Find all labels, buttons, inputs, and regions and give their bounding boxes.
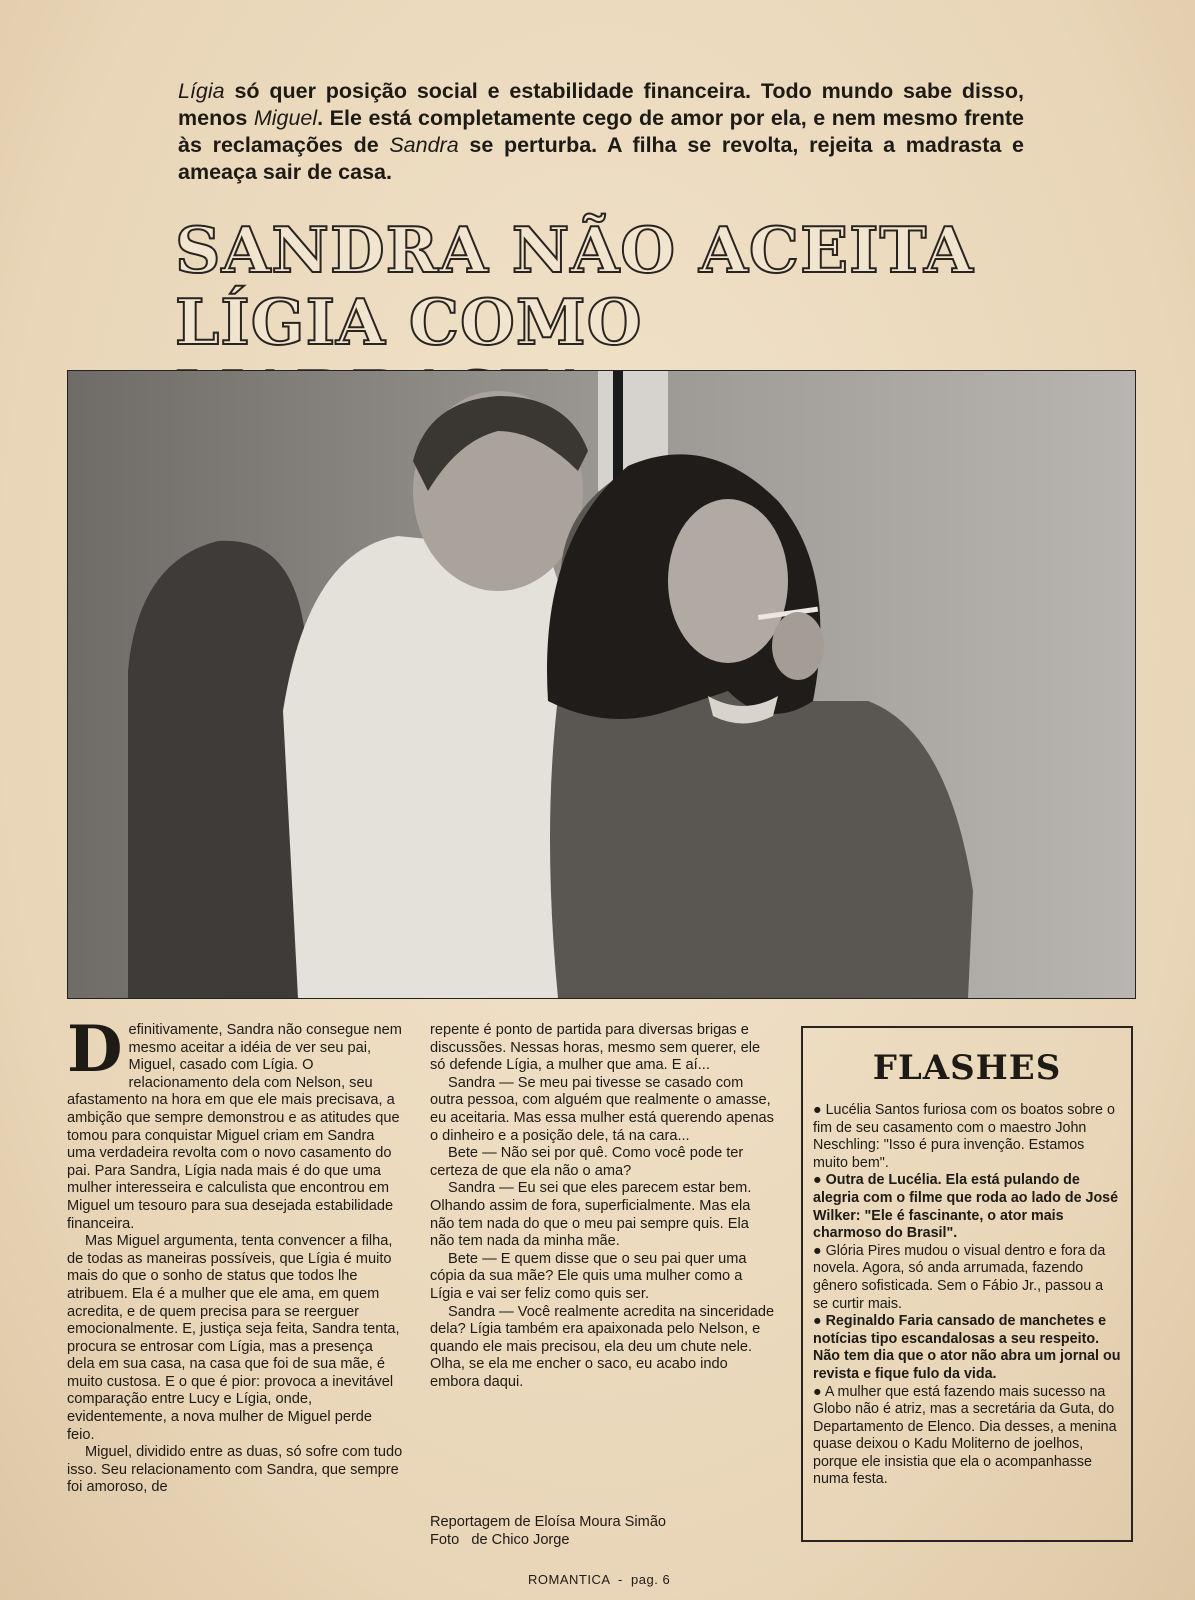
flash-item-3: ● Glória Pires mudou o visual dentro e fora da novela. Agora, só anda arrumada, fazendo gênero sofisticada. Sem o Fábio Jr., passou a se curtir mais. [813, 1242, 1106, 1312]
headline-line-2: LÍGIA COMO [175, 285, 643, 359]
flash-item-1: ● Lucélia Santos furiosa com os boatos sobre o fim de seu casamento com o maestro John Neschling: "Isso é pura invenção. Estamos muito bem". [813, 1102, 1115, 1171]
flash-item-2: ● Outra de Lucélia. Ela está pulando de alegria com o filme que roda ao lado de José Wilker: "Ele é fascinante, o ator mais charmoso do Brasil". [813, 1172, 1119, 1242]
article-paragraph-3: Miguel, dividido entre as duas, só sofre com tudo isso. Seu relacionamento com Sandra, que sempre foi amoroso, de [67, 1444, 403, 1496]
intro-text-3: se perturba. A filha se revolta, rejeita a madrasta e ameaça sair de casa. [178, 133, 1024, 184]
intro-text-2: . Ele está completamente cego de amor por ela, e nem mesmo frente às reclamações de [178, 106, 1024, 157]
intro-text-1: só quer posição social e estabilidade financeira. Todo mundo sabe disso, menos [178, 79, 1024, 130]
headline-line-1: SANDRA NÃO ACEITA [175, 213, 974, 287]
intro-name-miguel: Miguel [253, 106, 318, 130]
page-footer: ROMANTICA - pag. 6 [528, 1572, 671, 1587]
photo-credit: Foto de Chico Jorge [430, 1531, 570, 1548]
dialogue-bete-1: Bete — Não sei por quê. Como você pode ter certeza de que ela não o ama? [430, 1145, 744, 1179]
report-credit: Reportagem de Eloísa Moura Simão [430, 1514, 667, 1530]
intro-name-ligia: Lígia [178, 79, 225, 103]
intro-name-sandra: Sandra [389, 133, 459, 157]
article-column-2 [430, 1022, 775, 1391]
credits [430, 1514, 775, 1549]
article-paragraph-4: repente é ponto de partida para diversas brigas e discussões. Nessas horas, mesmo sem querer, ele só defende Lígia, a mulher que ama. E aí... [430, 1022, 761, 1074]
article-paragraph-1 [67, 1012, 403, 1233]
article-photo [67, 370, 1136, 999]
dialogue-sandra-3: Sandra — Você realmente acredita na sinceridade dela? Lígia também era apaixonada pelo Nelson, e quando ele mais precisou, ela deu um chute nele. Olha, se ela me encher o saco, eu acabo indo embora daqui. [430, 1303, 775, 1390]
article-paragraph-2: Mas Miguel argumenta, tenta convencer a filha, de todas as maneiras possíveis, que Lígia é muito mais do que o sonho de status que todos lhe atribuem. Ela é a mulher que ele ama, em quem acredita, e de quem precisa para se reerguer emocionalmente. E, justiça seja feita, Sandra tenta, procura se entrosar com Lígia, mas a presença dela em sua casa, na casa que foi de sua mãe, é muito custosa. E o que é pior: provoca a inevitável comparação entre Lucy e Lígia, onde, evidentemente, a nova mulher de Miguel perde feio. [67, 1233, 400, 1443]
drop-cap: D [67, 1012, 123, 1087]
flashes-title: FLASHES [872, 1048, 1062, 1088]
intro-paragraph [178, 78, 1024, 186]
paragraph-1-text: efinitivamente, Sandra não consegue nem mesmo aceitar a idéia de ver seu pai, Miguel, casado com Lígia. O relacionamento dela com Nelson, seu afastamento na hora em que ele mais precisava, a ambição que sempre demonstrou e as atitudes que tomou para conquistar Miguel criam em Sandra uma verdadeira revolta com o novo casamento do pai. Para Sandra, Lígia nada mais é do que uma mulher interesseira e calculista que encontrou em Miguel um tesouro para sua desejada estabilidade financeira. [67, 1022, 402, 1232]
article-column-1 [67, 1012, 403, 1497]
dialogue-sandra-2: Sandra — Eu sei que eles parecem estar bem. Olhando assim de fora, superficialmente. Mas ela não tem nada do que o meu pai sempre quis. Ela não tem nada da minha mãe. [430, 1180, 752, 1250]
flashes-box [801, 1026, 1133, 1542]
dialogue-sandra-1: Sandra — Se meu pai tivesse se casado com outra pessoa, com alguém que realmente o amasse, eu aceitaria. Mas essa mulher está querendo apenas o dinheiro e a posição dele, tá na cara... [430, 1074, 774, 1144]
flash-item-5: ● A mulher que está fazendo mais sucesso na Globo não é atriz, mas a secretária da Guta, do Departamento de Elenco. Dia desses, a menina quase deixou o Kadu Moliterno de joelhos, porque ele insistia que ela o acompanhasse numa festa. [813, 1383, 1117, 1488]
dialogue-bete-2: Bete — E quem disse que o seu pai quer uma cópia da sua mãe? Ele quis uma mulher como a Lígia e vai ser feliz como quis ser. [430, 1250, 747, 1302]
flash-item-4: ● Reginaldo Faria cansado de manchetes e notícias tipo escandalosas a seu respeito. Não tem dia que o ator não abra um jornal ou revista e fique fulo da vida. [813, 1313, 1121, 1382]
photo-illustration [68, 371, 1135, 998]
